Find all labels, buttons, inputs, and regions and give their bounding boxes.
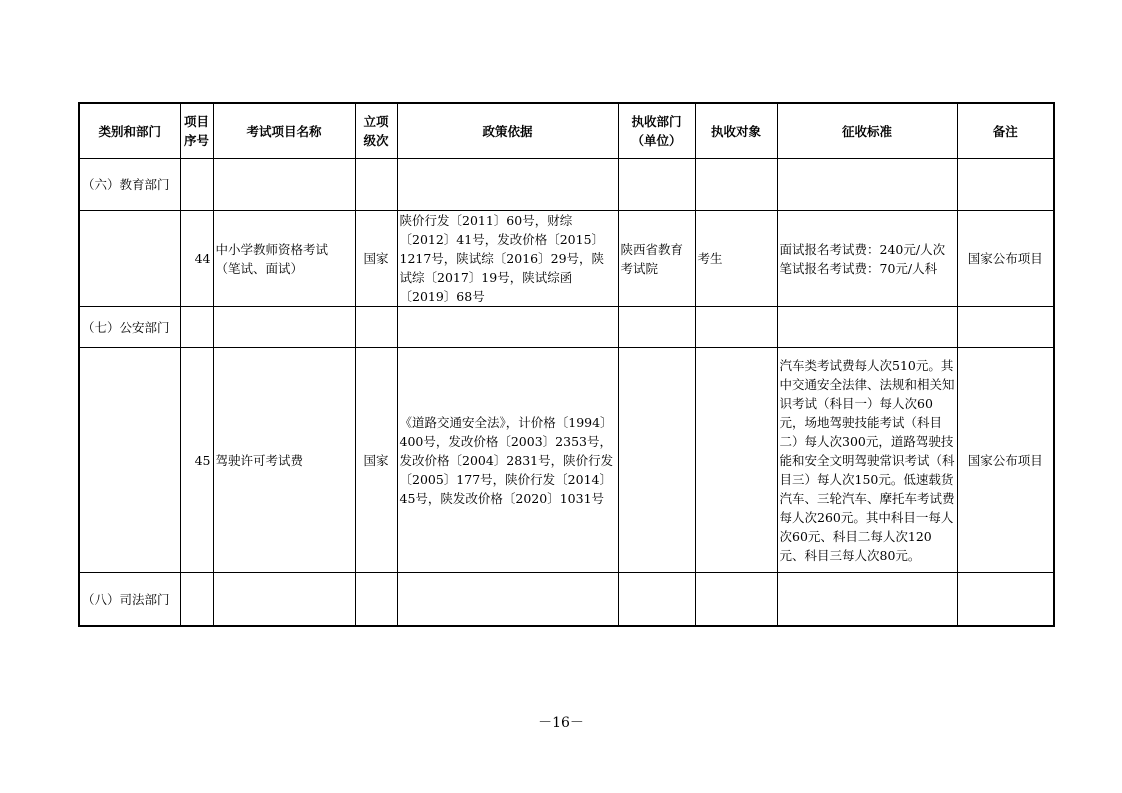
- exam-name: 中小学教师资格考试（笔试、面试）: [213, 211, 355, 307]
- empty-cell: [213, 573, 355, 627]
- exam-name: 驾驶许可考试费: [213, 348, 355, 573]
- empty-cell: [180, 307, 213, 348]
- header-note: 备注: [957, 103, 1054, 159]
- collecting-dept: [618, 348, 695, 573]
- empty-cell: [213, 307, 355, 348]
- item-no: 45: [180, 348, 213, 573]
- category-public-security: （七）公安部门: [79, 307, 180, 348]
- empty-cell: [618, 573, 695, 627]
- table-row: [79, 348, 1054, 573]
- empty-cell: [180, 159, 213, 211]
- page-number: －16－: [538, 715, 584, 731]
- empty-cell: [355, 159, 397, 211]
- policy-basis: 《道路交通安全法》，计价格〔1994〕400号，发改价格〔2003〕2353号，发改价格〔2004〕2831号，陕价行发〔2005〕177号，陕价行发〔2014〕45号，陕发改价格〔2020〕1031号: [397, 348, 618, 573]
- empty-cell: [79, 211, 180, 307]
- category-row: [79, 307, 1054, 348]
- category-row: [79, 573, 1054, 627]
- standard-line: 笔试报名考试费：70元/人科: [779, 260, 938, 276]
- standard: [777, 211, 957, 307]
- header-target: 执收对象: [695, 103, 777, 159]
- empty-cell: [957, 159, 1054, 211]
- level: 国家: [355, 211, 397, 307]
- item-no: 44: [180, 211, 213, 307]
- empty-cell: [618, 159, 695, 211]
- empty-cell: [618, 307, 695, 348]
- empty-cell: [355, 307, 397, 348]
- header-row: [79, 103, 1054, 159]
- header-item-no: 项目序号: [180, 103, 213, 159]
- empty-cell: [695, 307, 777, 348]
- empty-cell: [355, 573, 397, 627]
- standard-line: 面试报名考试费：240元/人次: [779, 241, 946, 257]
- empty-cell: [695, 159, 777, 211]
- empty-cell: [397, 573, 618, 627]
- table-row: [79, 211, 1054, 307]
- note: 国家公布项目: [957, 348, 1054, 573]
- empty-cell: [957, 573, 1054, 627]
- empty-cell: [695, 573, 777, 627]
- target: 考生: [695, 211, 777, 307]
- standard: 汽车类考试费每人次510元。其中交通安全法律、法规和相关知识考试（科目一）每人次60元，场地驾驶技能考试（科目二）每人次300元，道路驾驶技能和安全文明驾驶常识考试（科目三）每人次150元。低速载货汽车、三轮汽车、摩托车考试费每人次260元。其中科目一每人次60元、科目二每人次120元、科目三每人次80元。: [777, 348, 957, 573]
- empty-cell: [180, 573, 213, 627]
- empty-cell: [79, 348, 180, 573]
- empty-cell: [957, 307, 1054, 348]
- collecting-dept: 陕西省教育考试院: [618, 211, 695, 307]
- empty-cell: [397, 159, 618, 211]
- empty-cell: [777, 573, 957, 627]
- note: 国家公布项目: [957, 211, 1054, 307]
- empty-cell: [397, 307, 618, 348]
- empty-cell: [213, 159, 355, 211]
- empty-cell: [777, 159, 957, 211]
- fee-table: [78, 102, 1055, 627]
- empty-cell: [777, 307, 957, 348]
- header-exam-name: 考试项目名称: [213, 103, 355, 159]
- header-policy: 政策依据: [397, 103, 618, 159]
- header-standard: 征收标准: [777, 103, 957, 159]
- level: 国家: [355, 348, 397, 573]
- category-justice: （八）司法部门: [79, 573, 180, 627]
- target: [695, 348, 777, 573]
- header-category: 类别和部门: [79, 103, 180, 159]
- header-level: 立项级次: [355, 103, 397, 159]
- policy-basis: 陕价行发〔2011〕60号，财综〔2012〕41号，发改价格〔2015〕1217号，陕试综〔2016〕29号，陕试综〔2017〕19号，陕试综函〔2019〕68号: [397, 211, 618, 307]
- category-row: [79, 159, 1054, 211]
- category-education: （六）教育部门: [79, 159, 180, 211]
- header-collecting-dept: 执收部门（单位）: [618, 103, 695, 159]
